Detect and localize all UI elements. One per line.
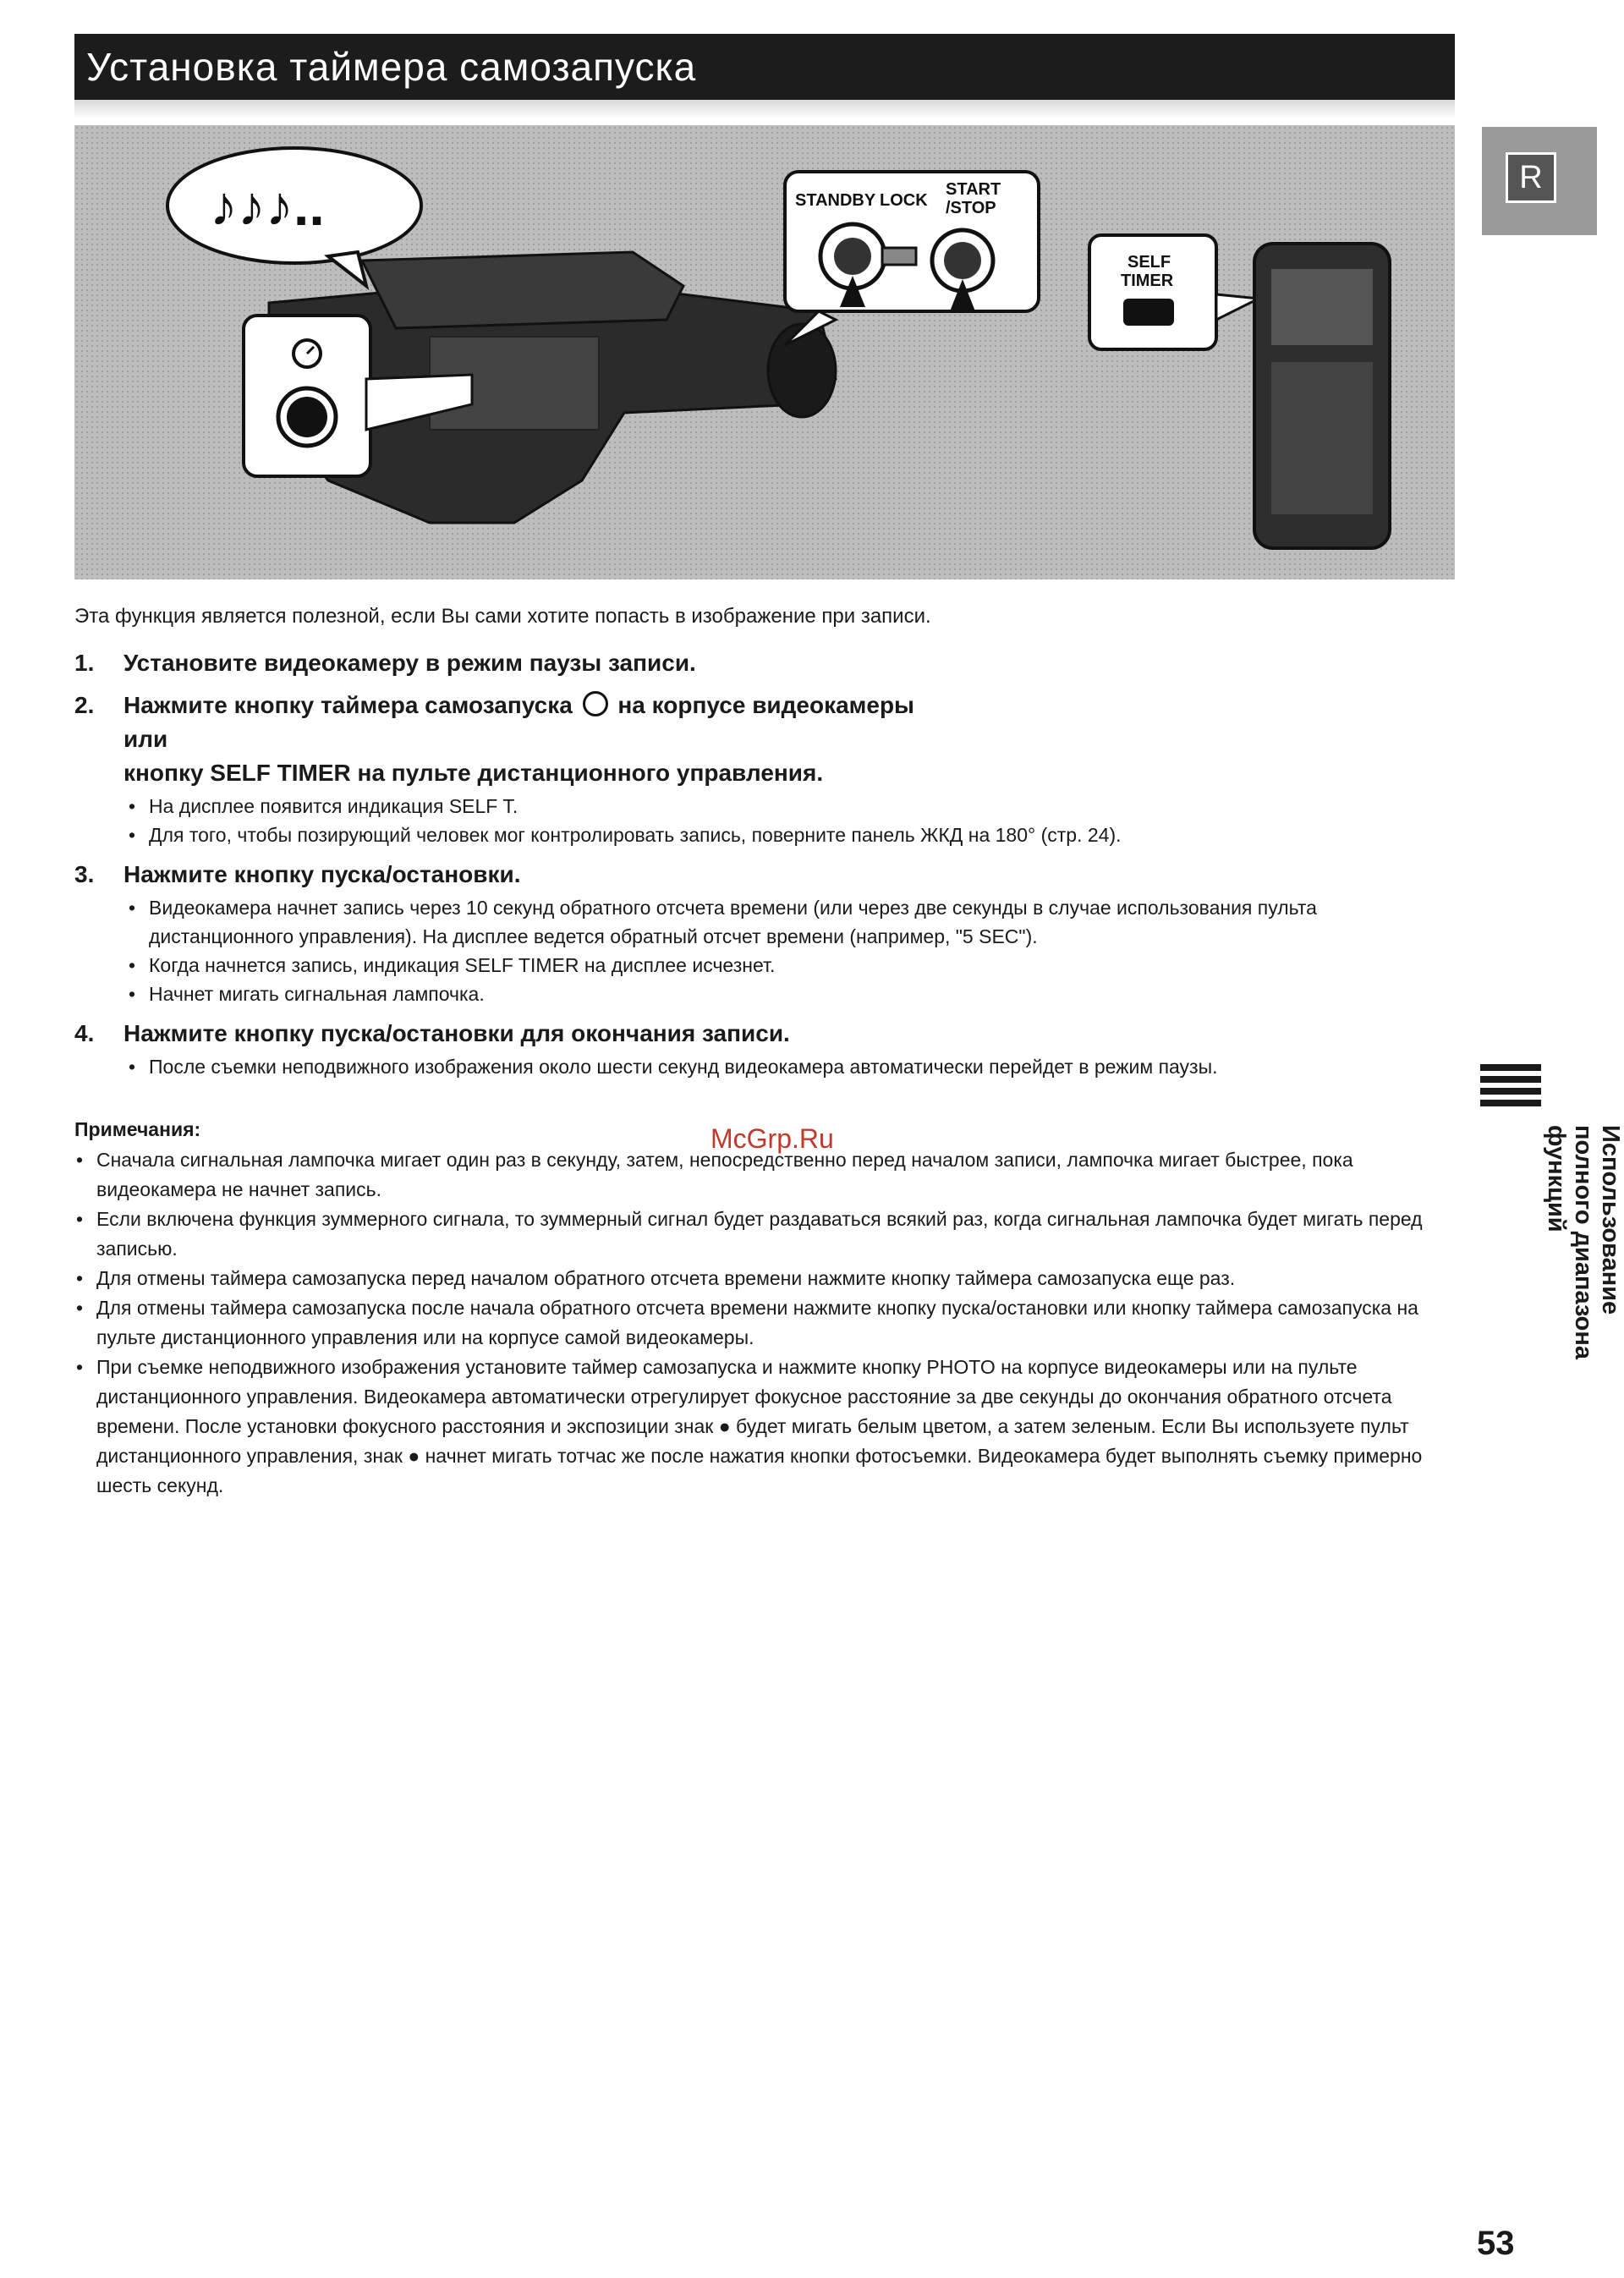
svg-text:TIMER: TIMER: [1121, 272, 1174, 290]
step-heading-or: или: [123, 726, 168, 752]
section-side-label: [1421, 1125, 1624, 1379]
step-bullets: [123, 893, 1462, 1008]
standby-start-stop-callout: [785, 172, 1039, 345]
step-4: [74, 1017, 1462, 1081]
bullet-item: • Для того, чтобы позирующий человек мог контролировать запись, поверните панель ЖКД на 180° (стр. 24).: [123, 821, 1462, 849]
watermark: McGrp.Ru: [710, 1123, 834, 1154]
step-bullets: [123, 1052, 1462, 1081]
step-1: [74, 646, 1462, 680]
intro-text: Эта функция является полезной, если Вы сами хотите попасть в изображение при записи.: [74, 605, 931, 628]
bullet-item: • Видеокамера начнет запись через 10 секунд обратного отсчета времени (или через две секунды в случае использования пульта дистанционного управления). На дисплее ведется обратный отсчет времени (например, "5 SEC").: [123, 893, 1462, 951]
bullet-item: • Начнет мигать сигнальная лампочка.: [123, 980, 1462, 1008]
self-timer-icon: [583, 691, 608, 716]
note-item: • Сначала сигнальная лампочка мигает один раз в секунду, затем, непосредственно перед началом записи, лампочка мигает быстрее, пока видеокамера не начнет запись.: [74, 1145, 1462, 1205]
section-marker-lines: [1480, 1064, 1541, 1113]
page-number: 53: [1477, 2225, 1515, 2262]
svg-text:/STOP: /STOP: [946, 199, 996, 217]
svg-text:STANDBY: STANDBY: [795, 191, 876, 210]
title-underline: [74, 100, 1455, 118]
side-label-line: полного диапазона: [1570, 1125, 1597, 1360]
step-number: 3.: [74, 861, 95, 887]
note-item: • При съемке неподвижного изображения установите таймер самозапуска и нажмите кнопку PHOTO на корпусе видеокамеры или на пульте дистанционного управления. Видеокамера автоматически отрегулирует фокусное расстояние за две секунды до окончания обратного отсчета времени. После установки фокусного расстояния и экспозиции знак ● будет мигать белым цветом, а затем зеленым. Если Вы используете пульт дистанционного управления, знак ● начнет мигать тотчас же после нажатия кнопки фотосъемки. Видеокамера будет выполнять съемку примерно шесть секунд.: [74, 1353, 1462, 1501]
music-notes-icon: ♪♪♪..: [210, 174, 325, 237]
step-2: [74, 689, 1462, 849]
remote-self-timer-callout: [1089, 235, 1259, 349]
language-tab: [1482, 127, 1597, 235]
instructions-content: [74, 602, 1462, 1501]
note-item: • Для отмены таймера самозапуска после начала обратного отсчета времени нажмите кнопку пуска/остановки или кнопку таймера самозапуска на пульте дистанционного управления или на корпусе самой видеокамеры.: [74, 1293, 1462, 1353]
step-number: 4.: [74, 1020, 95, 1046]
notes-list: [74, 1145, 1462, 1501]
step-number: 1.: [74, 650, 95, 676]
svg-text:SELF: SELF: [1127, 253, 1171, 272]
illustration-svg: [74, 125, 1455, 579]
step-heading: Нажмите кнопку пуска/остановки для окончания записи.: [123, 1020, 790, 1046]
svg-text:START: START: [946, 180, 1001, 199]
notes-title: Примечания:: [74, 1118, 201, 1140]
language-badge: R: [1506, 152, 1556, 203]
svg-text:LOCK: LOCK: [880, 191, 928, 210]
step-heading: Нажмите кнопку пуска/остановки.: [123, 861, 521, 887]
step-heading: Установите видеокамеру в режим паузы записи.: [123, 650, 696, 676]
camera-illustration: [74, 125, 1455, 579]
remote-self-timer-button: [1123, 299, 1174, 326]
note-item: • Если включена функция зуммерного сигнала, то зуммерный сигнал будет раздаваться всякий раз, когда сигнальная лампочка будет мигать перед записью.: [74, 1205, 1462, 1264]
bullet-item: • После съемки неподвижного изображения около шести секунд видеокамера автоматически перейдет в режим паузы.: [123, 1052, 1462, 1081]
step-bullets: [123, 792, 1462, 849]
step-heading: Нажмите кнопку таймера самозапуска на корпусе видеокамеры: [123, 692, 914, 718]
bullet-item: • Когда начнется запись, индикация SELF TIMER на дисплее исчезнет.: [123, 951, 1462, 980]
step-heading-remote: кнопку SELF TIMER на пульте дистанционного управления.: [123, 760, 824, 786]
bullet-item: • На дисплее появится индикация SELF T.: [123, 792, 1462, 821]
note-item: • Для отмены таймера самозапуска перед началом обратного отсчета времени нажмите кнопку таймера самозапуска еще раз.: [74, 1264, 1462, 1293]
steps-list: [74, 646, 1462, 1081]
side-label-line: Использование: [1597, 1125, 1624, 1315]
step-number: 2.: [74, 692, 95, 718]
self-timer-button: [287, 397, 327, 437]
title-bar: [74, 34, 1455, 100]
remote-control: [1254, 244, 1390, 548]
side-label-line: функций: [1543, 1125, 1570, 1232]
page-title: Установка таймера самозапуска: [86, 45, 697, 89]
step-3: [74, 858, 1462, 1008]
